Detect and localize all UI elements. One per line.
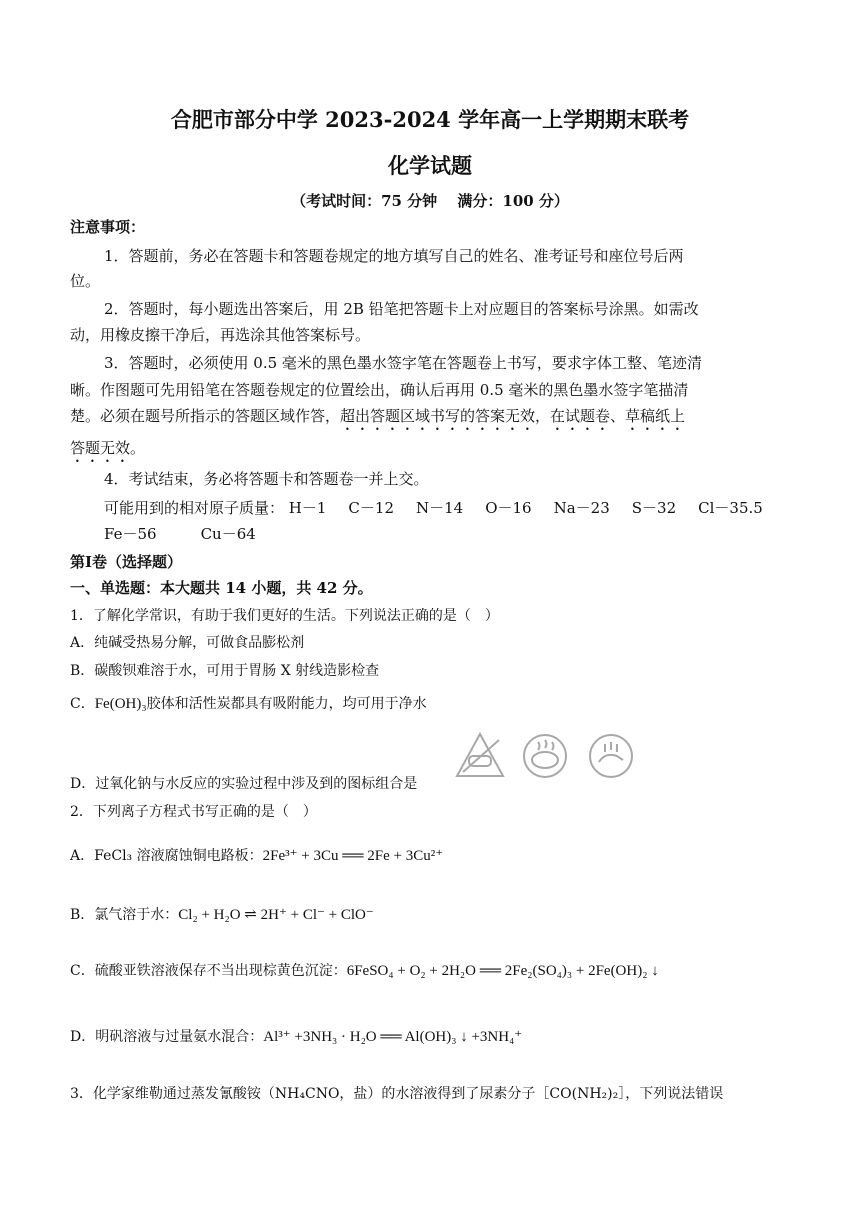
notice-item-2-cont: 动，用橡皮擦干净后，再选涂其他答案标号。 xyxy=(70,326,371,344)
q2-option-a-label: A． xyxy=(70,848,95,864)
mass-cl: Cl－35.5 xyxy=(698,499,763,517)
q1-option-c-formula: Fe(OH)₃ xyxy=(94,696,147,712)
q2-option-c xyxy=(70,960,659,980)
q2-option-d xyxy=(70,1026,522,1046)
mass-n: N－14 xyxy=(416,499,464,517)
q2-option-b-label: B．氯气溶于水： xyxy=(70,907,179,923)
q2-option-c-equation: 6FeSO₄ + O₂ + 2H₂O ══ 2Fe₂(SO₄)₃ + 2Fe(OH)₂ ↓ xyxy=(346,963,659,979)
mass-h: H－1 xyxy=(288,499,327,517)
section-heading: 一、单选题：本大题共 14 小题，共 42 分。 xyxy=(70,579,373,597)
q1-option-a: A．纯碱受热易分解，可做食品膨松剂 xyxy=(70,635,305,651)
q2-option-a-equation: 2Fe³⁺ + 3Cu ══ 2Fe + 3Cu²⁺ xyxy=(262,848,444,864)
notice-item-1: 1．答题前，务必在答题卡和答题卷规定的地方填写自己的姓名、准考证号和座位号后两 xyxy=(104,247,684,265)
mass-cu: Cu－64 xyxy=(200,525,256,543)
q1-option-c xyxy=(70,693,427,713)
wash-hands-icon xyxy=(590,735,632,777)
exam-info: （考试时间：75 分钟 满分：100 分） xyxy=(291,192,569,210)
q1-option-c-label: C． xyxy=(70,696,95,712)
notice-item-3-cont2 xyxy=(70,405,685,434)
atomic-mass-line-2 xyxy=(104,523,300,544)
notice-heading: 注意事项： xyxy=(70,218,146,236)
q2-option-c-label: C．硫酸亚铁溶液保存不当出现棕黄色沉淀： xyxy=(70,963,347,979)
hot-hazard-icon xyxy=(524,735,566,777)
q2-option-d-label: D．明矾溶液与过量氨水混合： xyxy=(70,1029,264,1045)
notice-item-4: 4．考试结束，务必将答题卡和答题卷一并上交。 xyxy=(104,470,429,488)
mass-na: Na－23 xyxy=(553,499,610,517)
notice-item-1-cont: 位。 xyxy=(70,272,101,290)
mass-s: S－32 xyxy=(631,499,677,517)
mass-c: C－12 xyxy=(348,499,394,517)
notice-item-3-emphasis: 超出答题区域书写的答案无效，在试题卷、草稿纸上 xyxy=(340,407,686,425)
notice-item-2: 2．答题时，每小题选出答案后，用 2B 铅笔把答题卡上对应题目的答案标号涂黑。如需改 xyxy=(104,300,699,318)
q1-stem: 1．了解化学常识，有助于我们更好的生活。下列说法正确的是（ ） xyxy=(70,608,499,624)
atomic-mass-label: 可能用到的相对原子质量： xyxy=(104,499,285,517)
q1-option-b: B．碳酸钡难溶于水，可用于胃肠 X 射线造影检查 xyxy=(70,663,380,679)
q2-option-a-text: FeCl₃ 溶液腐蚀铜电路板： xyxy=(94,848,263,864)
q2-option-b xyxy=(70,904,374,924)
notice-item-3-plain: 楚。必须在题号所指示的答题区域作答， xyxy=(70,407,341,425)
notice-item-3-cont: 晰。作图题可先用铅笔在答题卷规定的位置绘出，确认后再用 0.5 毫米的黑色墨水签字笔描清 xyxy=(70,381,689,399)
q2-stem: 2．下列离子方程式书写正确的是（ ） xyxy=(70,804,317,820)
atomic-mass-line-1 xyxy=(104,497,785,518)
q3-stem: 3．化学家维勒通过蒸发氰酸铵（NH₄CNO，盐）的水溶液得到了尿素分子［CO(NH₂)₂］，下列说法错误 xyxy=(70,1086,724,1102)
part-heading: 第Ⅰ卷（选择题） xyxy=(70,553,183,571)
q2-option-d-equation: Al³⁺ +3NH₃ · H₂O ══ Al(OH)₃ ↓ +3NH₄⁺ xyxy=(263,1029,523,1045)
exam-title: 合肥市部分中学 2023-2024 学年高一上学期期末联考 xyxy=(170,107,690,132)
notice-item-3-end: 答题无效。 xyxy=(70,439,146,457)
goggles-warning-icon xyxy=(457,734,503,776)
q1-icon-group xyxy=(455,732,635,780)
exam-subtitle: 化学试题 xyxy=(388,153,472,178)
notice-item-3: 3．答题时，必须使用 0.5 毫米的黑色墨水签字笔在答题卷上书写，要求字体工整、笔迹清 xyxy=(104,354,702,372)
q1-option-d: D．过氧化钠与水反应的实验过程中涉及到的图标组合是 xyxy=(70,776,418,792)
atomic-mass-values xyxy=(289,499,785,517)
q1-option-c-text: 胶体和活性炭都具有吸附能力，均可用于净水 xyxy=(146,696,427,712)
mass-o: O－16 xyxy=(485,499,532,517)
q2-option-b-equation: Cl₂ + H₂O ⇌ 2H⁺ + Cl⁻ + ClO⁻ xyxy=(178,907,374,923)
q2-option-a xyxy=(70,845,443,865)
mass-fe: Fe－56 xyxy=(104,525,157,543)
